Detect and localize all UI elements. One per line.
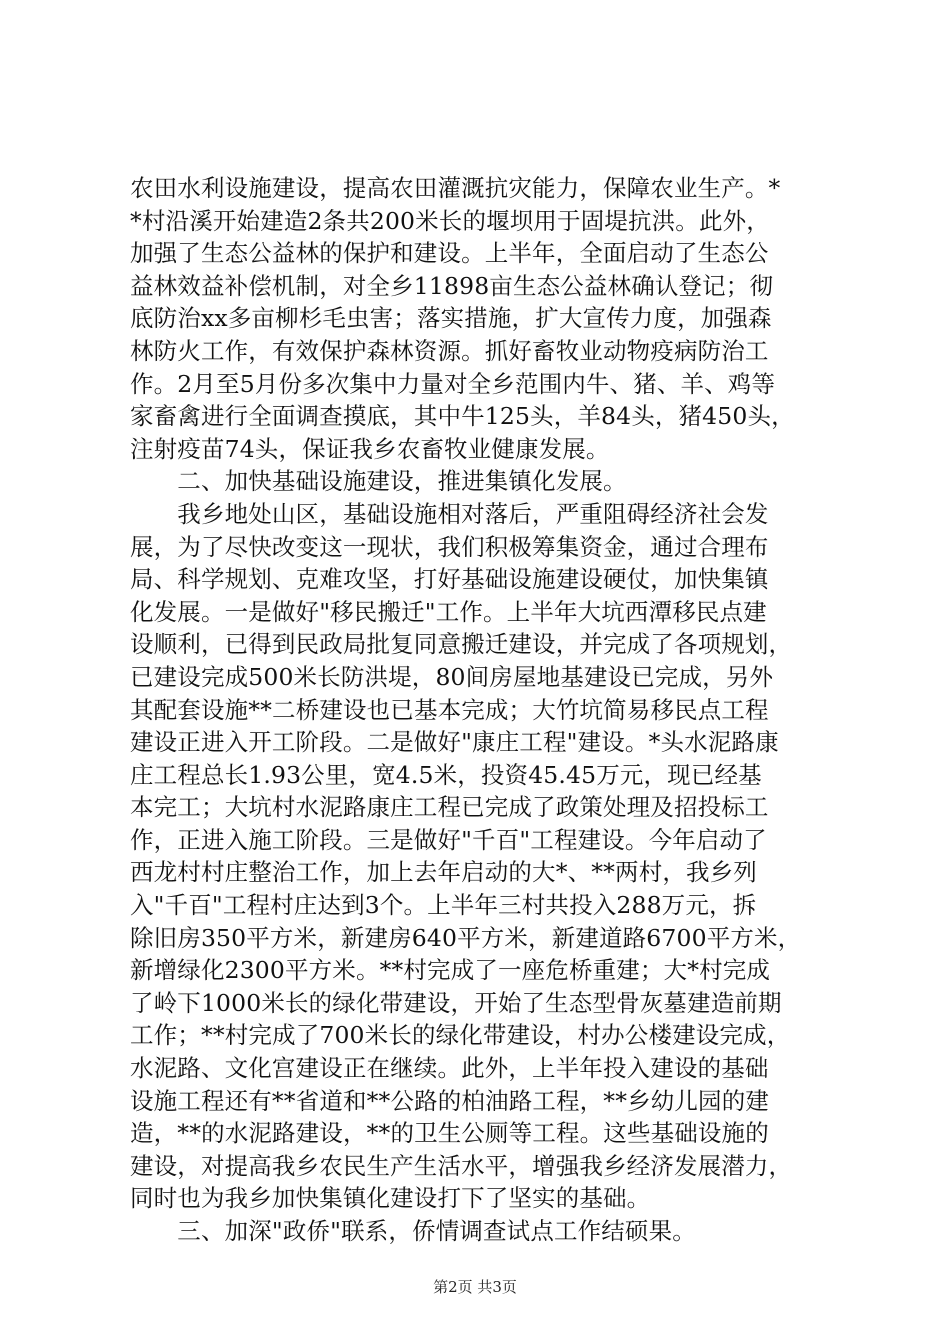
text-line: 作。2月至5月份多次集中力量对全乡范围内牛、猪、羊、鸡等 bbox=[130, 369, 776, 398]
page-number-label: 第2页 共3页 bbox=[433, 1278, 517, 1296]
text-line: 工作；**村完成了700米长的绿化带建设，村办公楼建设完成， bbox=[130, 1021, 791, 1050]
text-line: 造，**的水泥路建设，**的卫生公厕等工程。这些基础设施的 bbox=[130, 1119, 769, 1148]
text-line: 同时也为我乡加快集镇化建设打下了坚实的基础。 bbox=[130, 1184, 651, 1213]
text-line: 建设，对提高我乡农民生产生活水平，增强我乡经济发展潜力， bbox=[130, 1151, 793, 1180]
text-line: 我乡地处山区，基础设施相对落后，严重阻碍经济社会发 bbox=[130, 499, 769, 528]
section-heading: 二、加快基础设施建设，推进集镇化发展。 bbox=[130, 467, 627, 496]
text-line: 本完工；大坑村水泥路康庄工程已完成了政策处理及招投标工 bbox=[130, 793, 769, 822]
text-line: 化发展。一是做好"移民搬迁"工作。上半年大坑西潭移民点建 bbox=[130, 597, 767, 626]
text-line: 庄工程总长1.93公里，宽4.5米，投资45.45万元，现已经基 bbox=[130, 760, 762, 789]
text-line: *村沿溪开始建造2条共200米长的堰坝用于固堤抗洪。此外， bbox=[130, 206, 770, 235]
document-body bbox=[130, 172, 830, 1248]
text-line: 底防治xx多亩柳杉毛虫害；落实措施，扩大宣传力度，加强森 bbox=[130, 304, 772, 333]
text-line: 设施工程还有**省道和**公路的柏油路工程，**乡幼儿园的建 bbox=[130, 1086, 769, 1115]
text-line: 农田水利设施建设，提高农田灌溉抗灾能力，保障农业生产。* bbox=[130, 174, 781, 202]
text-line: 林防火工作，有效保护森林资源。抓好畜牧业动物疫病防治工 bbox=[130, 336, 769, 365]
text-line: 建设正进入开工阶段。二是做好"康庄工程"建设。*头水泥路康 bbox=[130, 728, 779, 757]
text-line: 入"千百"工程村庄达到3个。上半年三村共投入288万元，拆 bbox=[130, 891, 757, 920]
text-line: 新增绿化2300平方米。**村完成了一座危桥重建；大*村完成 bbox=[130, 956, 771, 985]
text-line: 除旧房350平方米，新建房640平方米，新建道路6700平方米， bbox=[130, 923, 802, 952]
text-line: 注射疫苗74头，保证我乡农畜牧业健康发展。 bbox=[130, 434, 610, 463]
text-line: 展，为了尽快改变这一现状，我们积极筹集资金，通过合理布 bbox=[130, 532, 769, 561]
text-line: 作，正进入施工阶段。三是做好"千百"工程建设。今年启动了 bbox=[130, 825, 767, 854]
text-line: 局、科学规划、克难攻坚，打好基础设施建设硬仗，加快集镇 bbox=[130, 565, 769, 594]
section-heading: 三、加深"政侨"联系，侨情调查试点工作结硕果。 bbox=[130, 1217, 696, 1245]
text-line: 了岭下1000米长的绿化带建设，开始了生态型骨灰墓建造前期 bbox=[130, 988, 782, 1017]
text-line: 加强了生态公益林的保护和建设。上半年，全面启动了生态公 bbox=[130, 239, 769, 268]
page-footer bbox=[0, 1276, 950, 1297]
text-line: 水泥路、文化宫建设正在继续。此外，上半年投入建设的基础 bbox=[130, 1054, 769, 1083]
text-line: 已建设完成500米长防洪堤，80间房屋地基建设已完成，另外 bbox=[130, 662, 774, 691]
text-line: 设顺利，已得到民政局批复同意搬迁建设，并完成了各项规划， bbox=[130, 630, 793, 659]
text-line: 西龙村村庄整治工作，加上去年启动的大*、**两村，我乡列 bbox=[130, 858, 757, 887]
text-line: 其配套设施**二桥建设也已基本完成；大竹坑简易移民点工程 bbox=[130, 695, 769, 724]
text-line: 益林效益补偿机制，对全乡11898亩生态公益林确认登记；彻 bbox=[130, 271, 774, 300]
text-line: 家畜禽进行全面调查摸底，其中牛125头，羊84头，猪450头， bbox=[130, 402, 795, 431]
